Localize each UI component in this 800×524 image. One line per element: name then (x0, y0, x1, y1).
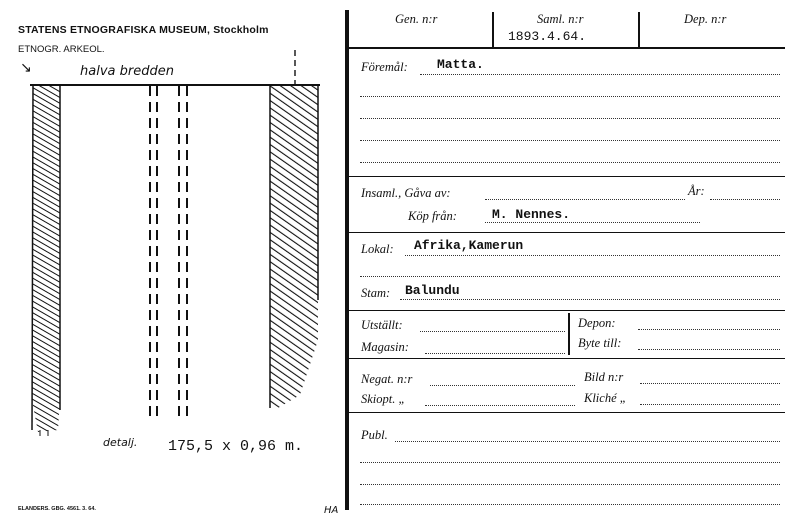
dep-label: Dep. n:r (684, 12, 727, 26)
header-divider (492, 12, 494, 47)
stam-label: Stam: (361, 286, 391, 300)
magasin-label: Magasin: (361, 340, 409, 354)
header-divider (638, 12, 640, 47)
dotted-line (360, 504, 780, 505)
section-rule (349, 232, 785, 233)
printer-imprint: ELANDERS. GBG. 4561. 3. 64. (18, 506, 96, 512)
dotted-line (360, 140, 780, 141)
half-width-note: halva bredden (80, 64, 174, 79)
insaml-label: Insaml., Gåva av: (361, 186, 451, 200)
card-left-rule (345, 10, 349, 510)
dotted-line (360, 276, 780, 277)
dotted-line (425, 353, 565, 354)
depon-label: Depon: (578, 316, 616, 330)
stam-value: Balundu (405, 283, 460, 298)
dotted-line (710, 199, 780, 200)
museum-name: STATENS ETNOGRAFISKA MUSEUM, Stockholm (18, 24, 269, 36)
header-rule (349, 47, 785, 49)
lokal-label: Lokal: (361, 242, 394, 256)
arrow-down-icon: ↘ (20, 60, 32, 76)
publ-label: Publ. (361, 428, 388, 442)
dotted-line (485, 222, 700, 223)
dotted-line (420, 74, 780, 75)
department: ETNOGR. ARKEOL. (18, 44, 105, 55)
skiopt-label: Skiopt. „ (361, 392, 406, 406)
section-rule (349, 176, 785, 177)
gen-label: Gen. n:r (395, 12, 438, 26)
bild-label: Bild n:r (584, 370, 624, 384)
kop-label: Köp från: (408, 209, 457, 223)
dotted-line (430, 385, 575, 386)
dotted-line (360, 162, 780, 163)
dotted-line (400, 299, 780, 300)
utstallt-label: Utställt: (361, 318, 403, 332)
section-rule (349, 310, 785, 311)
dotted-line (638, 349, 780, 350)
dotted-line (405, 255, 780, 256)
dotted-line (360, 462, 780, 463)
foremal-value: Matta. (437, 57, 484, 72)
section-rule (349, 358, 785, 359)
section-rule (349, 412, 785, 413)
negat-label: Negat. n:r (361, 372, 413, 386)
saml-label: Saml. n:r (537, 12, 584, 26)
saml-value: 1893.4.64. (508, 29, 587, 44)
dotted-line (640, 404, 780, 405)
dotted-line (360, 484, 780, 485)
dotted-line (425, 405, 575, 406)
dotted-line (395, 441, 780, 442)
ar-label: År: (688, 184, 705, 198)
column-divider (568, 313, 570, 355)
dotted-line (420, 331, 565, 332)
dotted-line (360, 118, 780, 119)
byte-label: Byte till: (578, 336, 622, 350)
kop-value: M. Nennes. (492, 207, 571, 222)
detail-note: detalj. (103, 436, 138, 449)
dotted-line (638, 329, 780, 330)
dotted-line (640, 383, 780, 384)
pencil-mark: HA (324, 505, 339, 516)
kliche-label: Kliché „ (584, 391, 627, 405)
lokal-value: Afrika,Kamerun (414, 238, 524, 253)
dotted-line (485, 199, 685, 200)
foremal-label: Föremål: (361, 60, 408, 74)
dotted-line (360, 96, 780, 97)
dimensions: 175,5 x 0,96 m. (168, 438, 304, 455)
